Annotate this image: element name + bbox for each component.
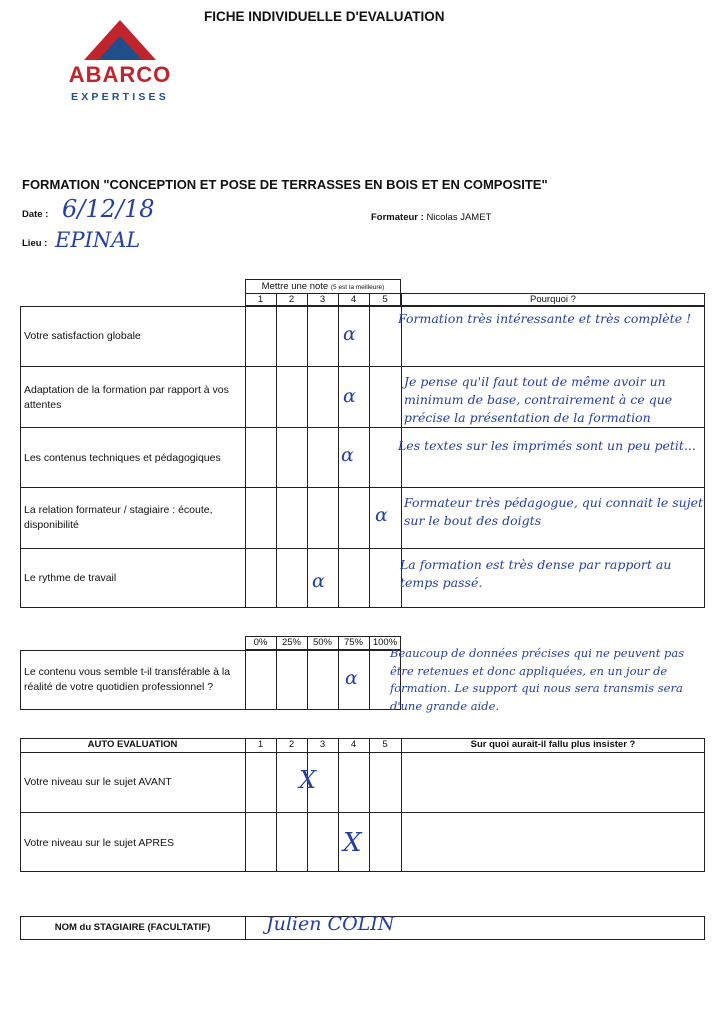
row-rythme-mark: α	[312, 570, 325, 592]
auto-eval-question: Sur quoi aurait-il fallu plus insister ?	[470, 739, 636, 750]
lieu-label: Lieu :	[22, 238, 48, 249]
row-relation-label: La relation formateur / stagiaire : écoute, disponibilité	[24, 504, 213, 531]
transfer-scale-25: 25%	[281, 637, 301, 648]
rating-scale-1: 1	[257, 294, 264, 305]
transfer-label: Le contenu vous semble t-il transférable à la réalité de votre quotidien professionnel ?	[24, 666, 231, 693]
apres-mark: X	[343, 828, 362, 858]
auto-scale-1: 1	[257, 739, 264, 750]
lieu-value: EPINAL	[55, 228, 141, 252]
logo-name: ABARCO	[68, 62, 172, 87]
auto-scale-3: 3	[319, 739, 326, 750]
logo-subtitle: EXPERTISES	[71, 91, 169, 103]
row-satisfaction-comment: Formation très intéressante et très complète !	[398, 311, 692, 326]
row-contenus-comment: Les textes sur les imprimés sont un peu petit...	[398, 438, 696, 453]
date-label: Date :	[22, 209, 49, 220]
row-adaptation-mark: α	[343, 385, 356, 407]
pourquoi-header: Pourquoi ?	[530, 294, 576, 305]
row-relation-mark: α	[375, 504, 388, 526]
auto-scale-4: 4	[350, 739, 357, 750]
row-satisfaction-mark: α	[343, 323, 356, 345]
row-satisfaction-label: Votre satisfaction globale	[24, 330, 141, 342]
rating-scale-4: 4	[350, 294, 357, 305]
transfer-scale-0: 0%	[253, 637, 268, 648]
rating-scale-3: 3	[319, 294, 326, 305]
transfer-comment: Beaucoup de données précises qui ne peuvent pas être retenues et donc appliquées, en un jour de formation. Le support qui nous sera transmis sera d'une grande aide.	[390, 646, 685, 713]
formation-title: FORMATION "CONCEPTION ET POSE DE TERRASSES EN BOIS ET EN COMPOSITE"	[22, 177, 548, 192]
row-rythme-label: Le rythme de travail	[24, 572, 117, 584]
row-adaptation-label: Adaptation de la formation par rapport à vos attentes	[24, 384, 229, 411]
row-relation-comment: Formateur très pédagogue, qui connait le sujet sur le bout des doigts	[404, 495, 704, 528]
rating-scale-5: 5	[382, 294, 388, 305]
auto-scale-2: 2	[288, 739, 295, 750]
auto-scale-5: 5	[382, 739, 388, 750]
apres-label: Votre niveau sur le sujet APRES	[24, 837, 174, 849]
formateur-label: Formateur :	[371, 212, 424, 223]
row-contenus-label: Les contenus techniques et pédagogiques	[24, 452, 221, 464]
stagiaire-label: NOM du STAGIAIRE (FACULTATIF)	[54, 922, 211, 933]
page-title: FICHE INDIVIDUELLE D'EVALUATION	[204, 9, 445, 24]
transfer-mark: α	[345, 667, 358, 689]
transfer-scale-75: 75%	[343, 637, 363, 648]
row-contenus-mark: α	[341, 444, 354, 466]
avant-mark: X	[299, 766, 317, 794]
transfer-scale-50: 50%	[312, 637, 332, 648]
date-value: 6/12/18	[62, 195, 155, 223]
stagiaire-value: Julien COLIN	[266, 913, 395, 935]
formateur-value: Nicolas JAMET	[426, 212, 492, 223]
rating-scale-2: 2	[288, 294, 295, 305]
auto-eval-table	[20, 738, 705, 872]
row-rythme-comment: La formation est très dense par rapport au temps passé.	[400, 557, 672, 590]
auto-eval-title: AUTO EVALUATION	[87, 739, 178, 750]
transfer-scale-100: 100%	[372, 637, 398, 648]
avant-label: Votre niveau sur le sujet AVANT	[24, 776, 172, 788]
rating-header: Mettre une note (5 est la meilleure)	[261, 281, 385, 292]
row-adaptation-comment: Je pense qu'il faut tout de même avoir un minimum de base, contrairement à ce que précise la présentation de la formation	[404, 374, 673, 425]
